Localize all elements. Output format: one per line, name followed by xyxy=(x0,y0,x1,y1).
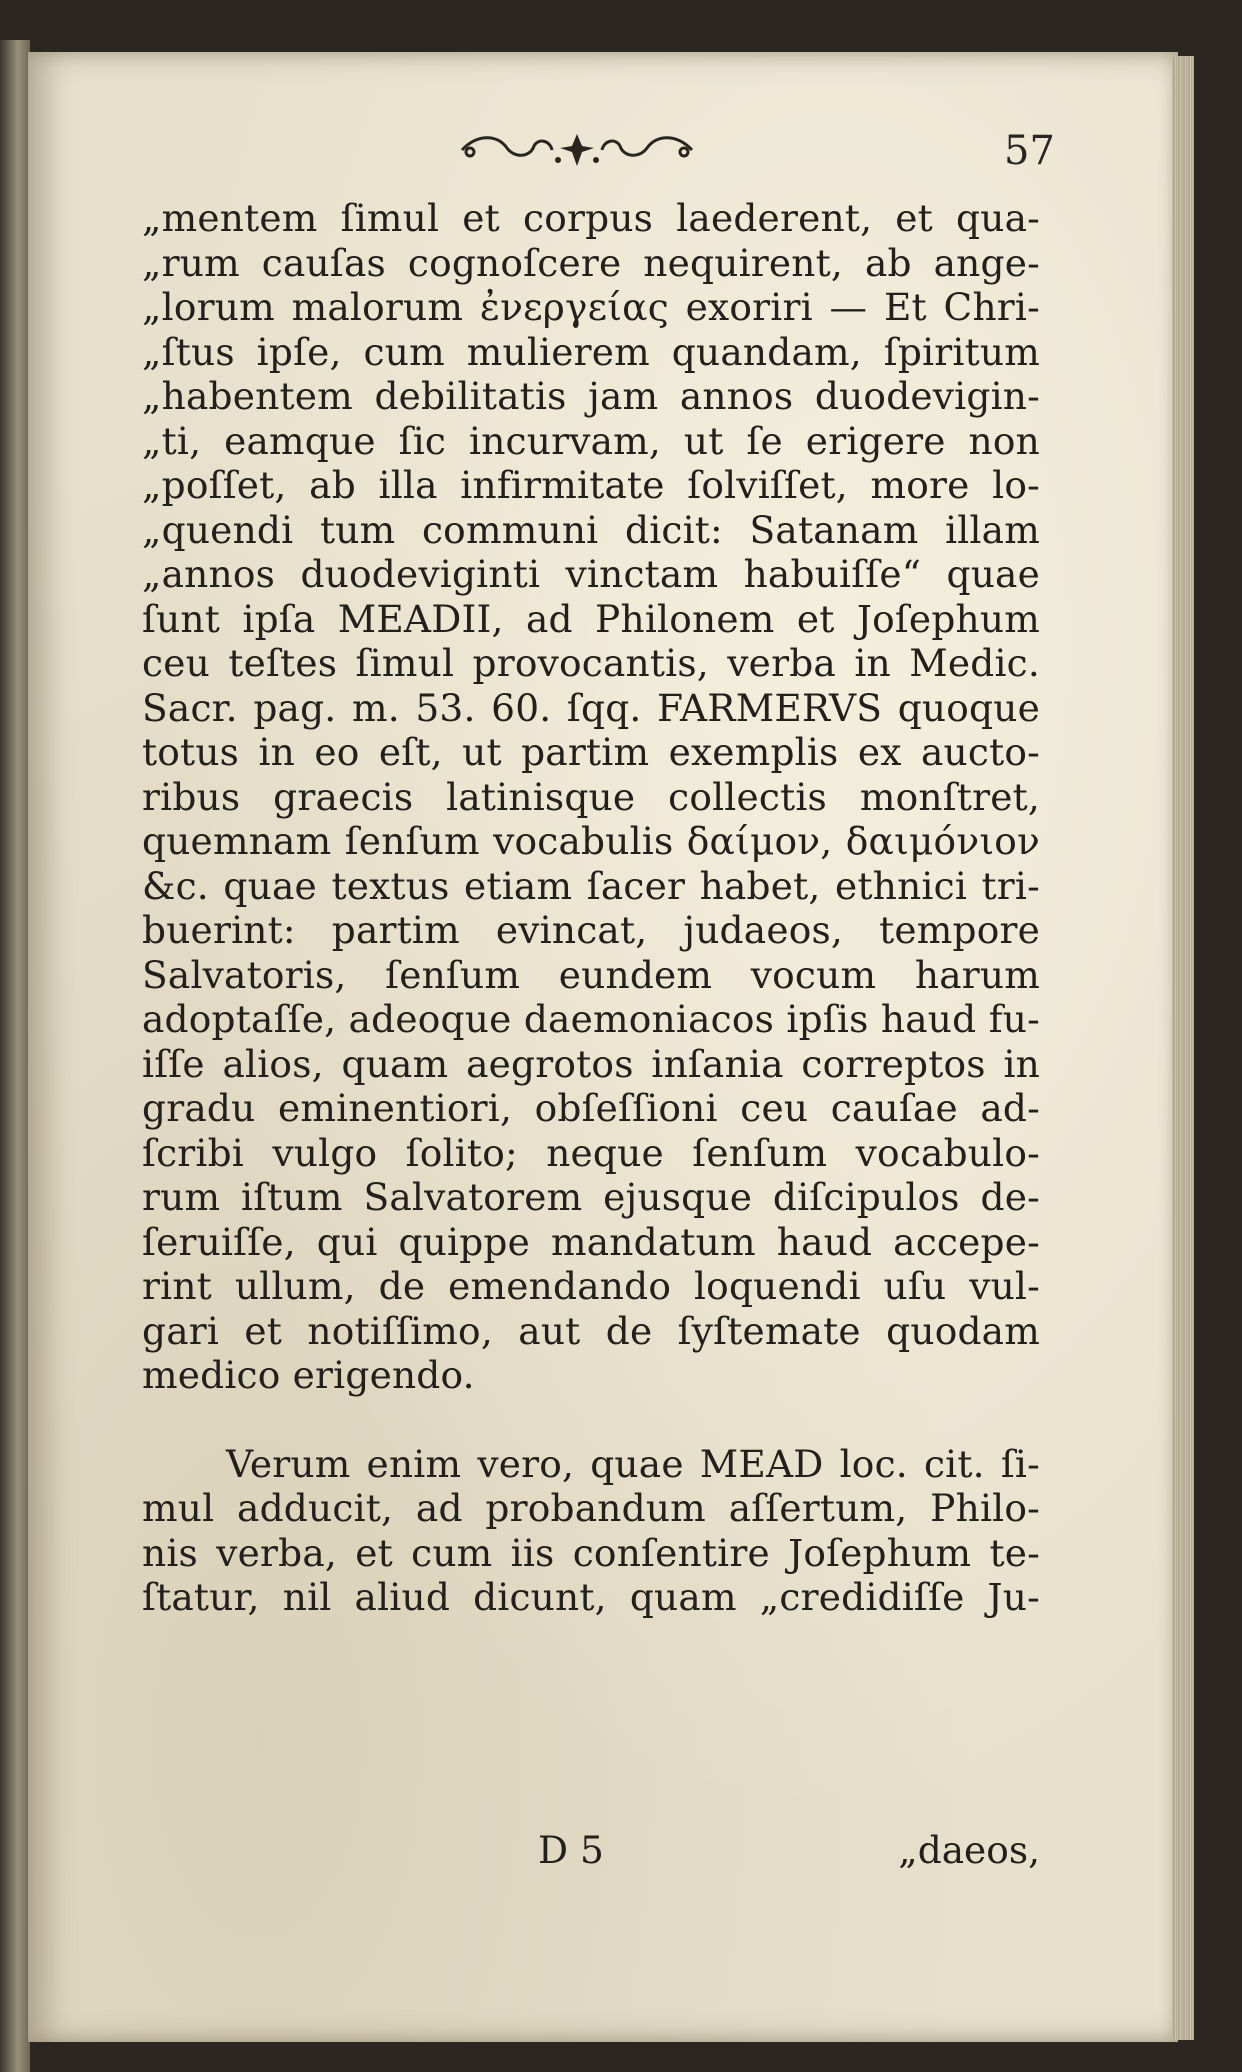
text-line: medico erigendo. xyxy=(142,1353,475,1397)
page-stack-edge xyxy=(1172,56,1194,2040)
text-line: nis verba, et cum iis conſentire Joſephum te- xyxy=(142,1530,1040,1575)
text-line: iſſe alios, quam aegrotos inſania correptos in xyxy=(142,1041,1040,1086)
text-line: „ti, eamque ſic incurvam, ut ſe erigere non xyxy=(142,418,1040,463)
text-line: „habentem debilitatis jam annos duodevigin- xyxy=(142,374,1040,418)
text-line: ſeruiſſe, qui quippe mandatum haud accepe- xyxy=(142,1219,1040,1264)
text-line: ſunt ipſa MEADII, ad Philonem et Joſephum xyxy=(142,596,1040,641)
text-line: Verum enim vero, quae MEAD loc. cit. ſi- xyxy=(226,1441,1040,1486)
signature-mark: D 5 xyxy=(538,1828,604,1872)
page-footer xyxy=(142,1828,1040,1874)
text-line: quemnam ſenſum vocabulis δαίμον, δαιμόνιον xyxy=(142,819,1040,863)
text-line: „mentem ſimul et corpus laederent, et qua- xyxy=(142,196,1040,240)
text-line: Sacr. pag. m. 53. 60. ſqq. FARMERVS quoque xyxy=(142,685,1040,730)
text-line: totus in eo eſt, ut partim exemplis ex aucto- xyxy=(142,730,1040,774)
text-line: gari et notiſſimo, aut de ſyſtemate quodam xyxy=(142,1308,1040,1353)
text-line: „rum cauſas cognoſcere nequirent, ab ange- xyxy=(142,240,1040,285)
text-line: „ſtus ipſe, cum mulierem quandam, ſpiritum xyxy=(142,329,1040,374)
text-line: „annos duodeviginti vinctam habuiſſe“ quae xyxy=(142,552,1040,596)
catchword: „daeos, xyxy=(898,1828,1040,1872)
body-text xyxy=(142,196,1040,1620)
text-line: Salvatoris, ſenſum eundem vocum harum xyxy=(142,952,1040,997)
text-line: adoptaſſe, adeoque daemoniacos ipſis haud fu- xyxy=(142,997,1040,1041)
text-line: ſcribi vulgo ſolito; neque ſenſum vocabulo- xyxy=(142,1130,1040,1175)
facing-page-edge xyxy=(0,40,30,2072)
text-line: &c. quae textus etiam ſacer habet, ethnici tri- xyxy=(142,863,1040,908)
text-line: mul adducit, ad probandum aſſertum, Philo- xyxy=(142,1486,1040,1530)
text-line: „quendi tum communi dicit: Satanam illam xyxy=(142,507,1040,552)
page-number: 57 xyxy=(1004,128,1055,174)
text-line: „lorum malorum ἐνεργείας exoriri — Et Chri- xyxy=(142,285,1040,329)
text-line: buerint: partim evincat, judaeos, tempore xyxy=(142,908,1040,952)
paragraph-gap xyxy=(142,1398,1040,1442)
text-line: ſtatur, nil aliud dicunt, quam „credidiſſe Ju- xyxy=(142,1575,1040,1619)
text-line: gradu eminentiori, obſeſſioni ceu cauſae ad- xyxy=(142,1086,1040,1130)
text-line: ribus graecis latinisque collectis monſtret, xyxy=(142,774,1040,819)
fleuron-ornament-icon xyxy=(452,130,702,170)
text-line: „poſſet, ab illa infirmitate ſolviſſet, more lo- xyxy=(142,463,1040,507)
text-line: rint ullum, de emendando loquendi uſu vul- xyxy=(142,1264,1040,1308)
text-line: ceu teſtes ſimul provocantis, verba in Medic. xyxy=(142,641,1040,685)
text-line: rum iſtum Salvatorem ejusque diſcipulos de- xyxy=(142,1175,1040,1219)
